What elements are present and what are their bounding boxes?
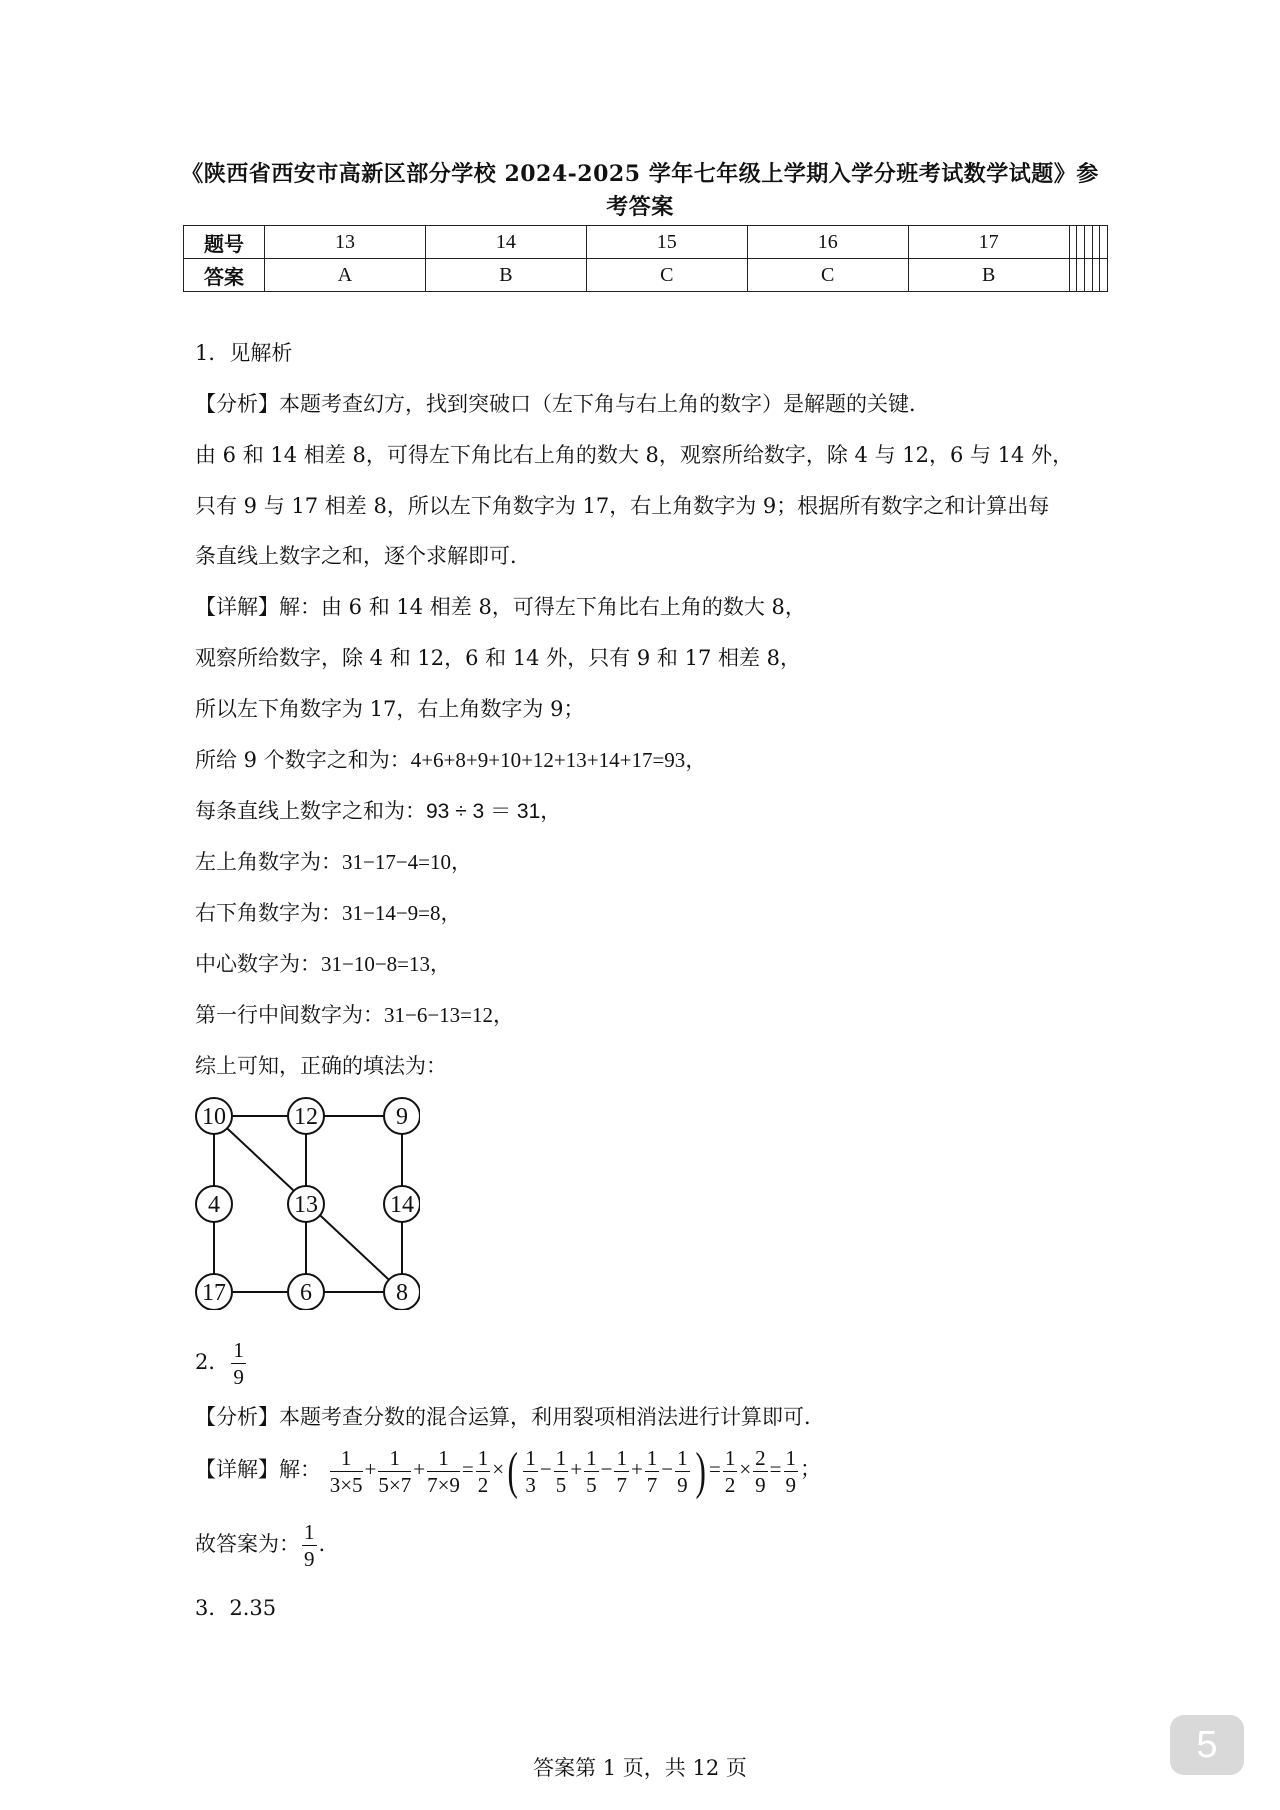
svg-text:12: 12 (294, 1104, 318, 1130)
svg-text:13: 13 (294, 1192, 318, 1218)
q1-detail-sum: 所给 9 个数字之和为：4+6+8+9+10+12+13+14+17=93， (195, 748, 707, 772)
table-cell: B (425, 259, 586, 292)
svg-text:9: 9 (396, 1104, 408, 1130)
diagram-node (288, 1186, 324, 1222)
table-header-number: 题号 (184, 226, 265, 259)
table-cell: 13 (265, 226, 426, 259)
fraction: $\frac{1}{9}$ (233, 1338, 244, 1389)
fraction: $\frac{1}{9}$ (304, 1520, 315, 1571)
svg-text:4: 4 (208, 1192, 220, 1218)
table-row (184, 226, 1108, 259)
diagram-node (196, 1274, 232, 1310)
diagram-node (384, 1186, 420, 1222)
q1-detail-center: 中心数字为：31−10−8=13， (195, 952, 452, 976)
table-cell: B (908, 259, 1069, 292)
svg-text:14: 14 (390, 1192, 414, 1218)
q1-detail-top-left: 左上角数字为：31−17−4=10， (195, 850, 473, 874)
math-expression: 31−14−9=8 (342, 901, 441, 925)
table-cell (1084, 259, 1092, 292)
svg-text:17: 17 (202, 1280, 226, 1306)
diagram-node (384, 1098, 420, 1134)
diagram-node (196, 1186, 232, 1222)
magic-square-diagram (190, 1095, 420, 1310)
svg-text:8: 8 (396, 1280, 408, 1306)
table-cell: 14 (425, 226, 586, 259)
q1-detail-top-middle: 第一行中间数字为：31−6−13=12， (195, 1003, 515, 1027)
q1-analysis-line2: 由 6 和 14 相差 8，可得左下角比右上角的数大 8，观察所给数字，除 4 与 12，6 与 14 外， (195, 443, 1074, 467)
table-cell (1100, 226, 1108, 259)
table-cell (1092, 259, 1100, 292)
q1-conclusion: 综上可知，正确的填法为： (195, 1054, 447, 1078)
q1-detail-line2: 观察所给数字，除 4 和 12，6 和 14 外，只有 9 和 17 相差 8， (195, 646, 802, 670)
page-footer: 答案第 1 页，共 12 页 (533, 1756, 747, 1780)
table-cell (1077, 259, 1085, 292)
svg-text:6: 6 (300, 1280, 312, 1306)
q1-detail-line-sum: 每条直线上数字之和为：93 ÷ 3 ＝ 31， (195, 799, 562, 823)
q1-analysis: 【分析】本题考查幻方，找到突破口（左下角与右上角的数字）是解题的关键． (195, 392, 930, 416)
math-expression: 93 ÷ 3 ＝ 31 (426, 800, 541, 823)
document-title: 《陕西省西安市高新区部分学校 2024-2025 学年七年级上学期入学分班考试数学试题》参 考答案 (181, 161, 1099, 220)
table-cell: C (747, 259, 908, 292)
diagram-node (196, 1098, 232, 1134)
diagram-node (384, 1274, 420, 1310)
page-number-badge: 5 (1170, 1715, 1244, 1775)
table-cell: 17 (908, 226, 1069, 259)
q1-analysis-line4: 条直线上数字之和，逐个求解即可． (195, 544, 531, 568)
table-cell (1084, 226, 1092, 259)
answer-table (183, 225, 1108, 292)
q1-analysis-line3: 只有 9 与 17 相差 8，所以左下角数字为 17，右上角数字为 9；根据所有数字之和计算出每 (195, 494, 1050, 518)
table-cell: 15 (586, 226, 747, 259)
svg-text:10: 10 (202, 1104, 226, 1130)
table-cell (1100, 259, 1108, 292)
table-cell (1069, 226, 1077, 259)
math-expression: 31−10−8=13 (321, 952, 431, 976)
table-cell (1069, 259, 1077, 292)
table-cell (1092, 226, 1100, 259)
q2-analysis: 【分析】本题考查分数的混合运算，利用裂项相消法进行计算即可． (195, 1405, 825, 1429)
math-expression: 31−6−13=12 (384, 1003, 494, 1027)
table-cell: 16 (747, 226, 908, 259)
q1-detail-line3: 所以左下角数字为 17，右上角数字为 9； (195, 697, 585, 721)
q2-detail: 【详解】解： $\frac{1}{3\times 5}$ + $\frac{1}{5\times 7}$ + $\frac{1}{7\times 9}$ = $\frac{1}{2}$ ×( $\frac{1}{3}$ − $\frac{1}{5}$ + $\frac{1}{5}$ − $\frac{1}{7}$ + $\frac{1}{7}$ − $\frac{1}{9}$ ) = $\frac{1}{2}$ × $\frac{2}{9}$ = $\frac{1}{9}$ ； (195, 1442, 821, 1500)
math-expression: 31−17−4=10 (342, 850, 452, 874)
q1-detail-line1: 【详解】解：由 6 和 14 相差 8，可得左下角比右上角的数大 8， (195, 595, 806, 619)
q3-heading: 3．2.35 (195, 1596, 277, 1620)
table-row (184, 259, 1108, 292)
table-cell: A (265, 259, 426, 292)
q1-detail-bottom-right: 右下角数字为：31−14−9=8， (195, 901, 462, 925)
q1-heading: 1．见解析 (195, 341, 293, 365)
table-cell: C (586, 259, 747, 292)
diagram-node (288, 1098, 324, 1134)
diagram-node (288, 1274, 324, 1310)
math-expression: $\frac{1}{3\times 5}$ + $\frac{1}{5\times 7}$ + $\frac{1}{7\times 9}$ = $\frac{1}{2}$ ×( $\frac{1}{3}$ − $\frac{1}{5}$ + $\frac{1}{5}$ − $\frac{1}{7}$ + $\frac{1}{7}$ − $\frac{1}{9}$ ) = $\frac{1}{2}$ × $\frac{2}{9}$ = $\frac{1}{9}$ ； (329, 1442, 821, 1500)
table-header-answer: 答案 (184, 259, 265, 292)
q2-conclusion: 故答案为： $\frac{1}{9}$ . (195, 1520, 326, 1571)
table-cell (1077, 226, 1085, 259)
math-expression: 4+6+8+9+10+12+13+14+17=93 (410, 748, 686, 772)
q2-heading: 2． $\frac{1}{9}$ (195, 1338, 244, 1389)
